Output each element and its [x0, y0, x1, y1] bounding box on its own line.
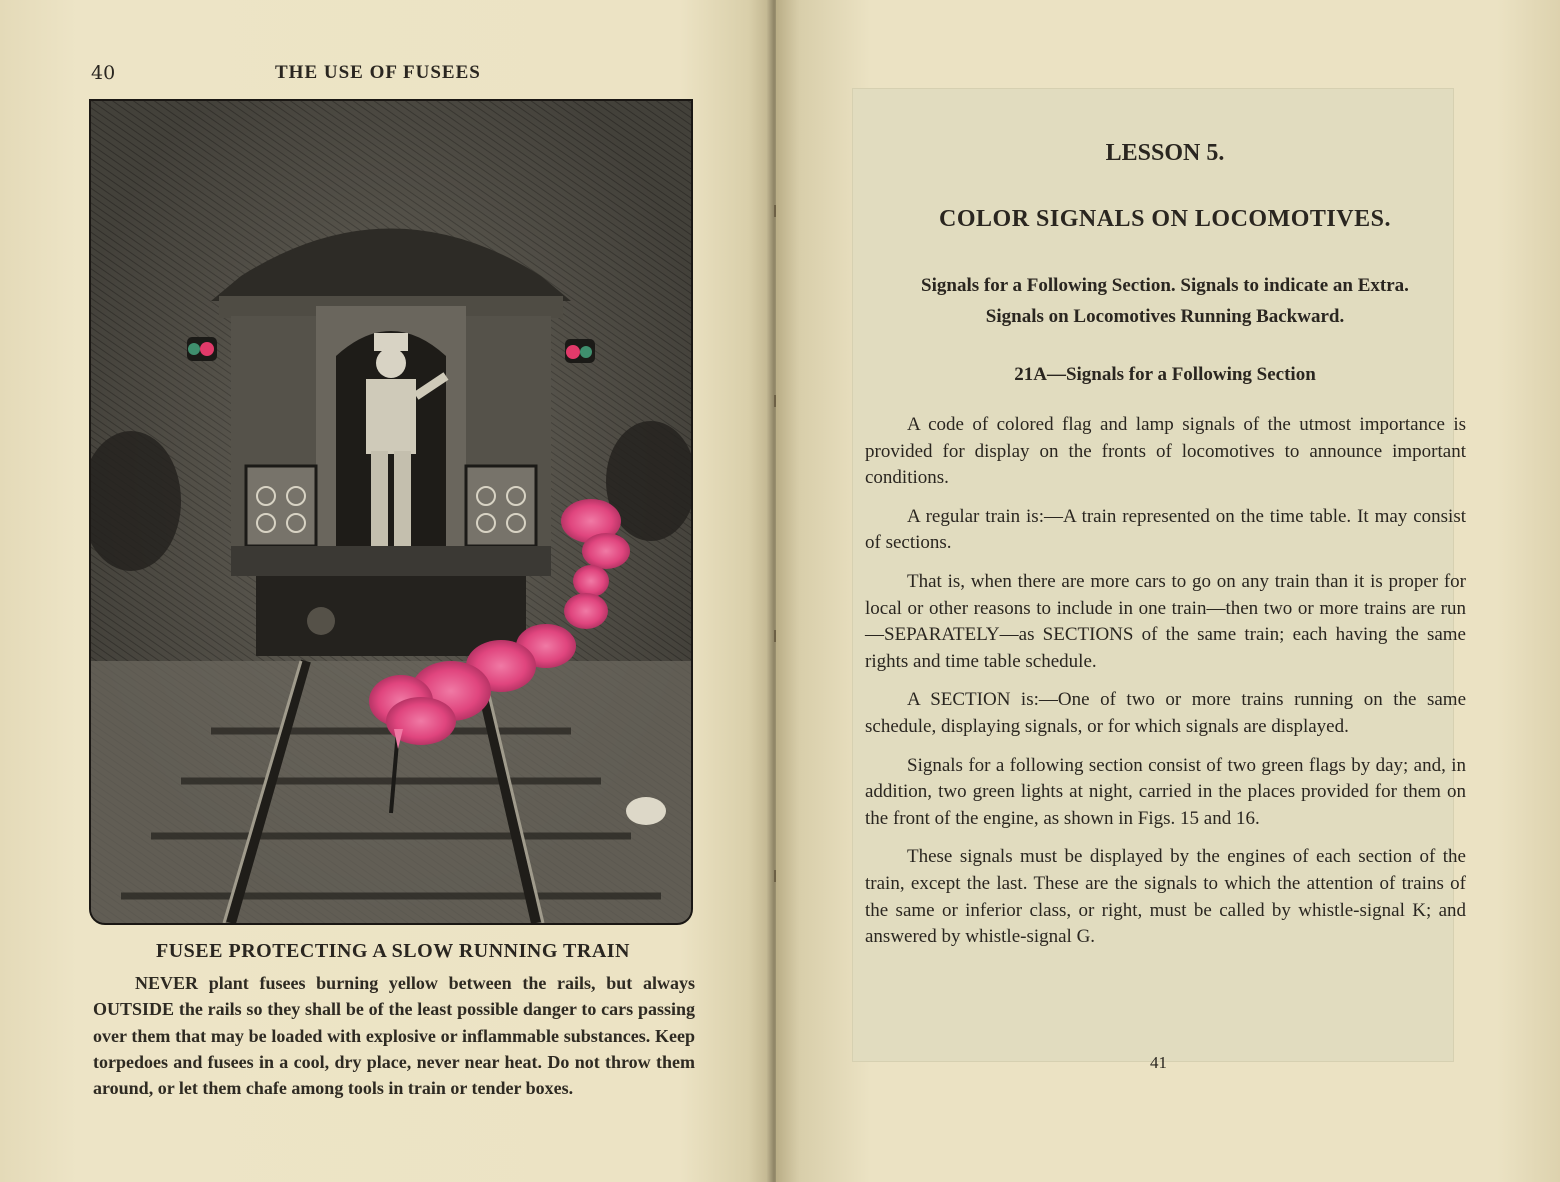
- rock: [626, 797, 666, 825]
- fusee-instructions: NEVER plant fusees burning yellow between the rails, but always OUTSIDE the rails so they shall be of the least possible danger to cars passing over them that may be loaded with explosive or inflammable substances. Keep torpedoes and fusees in a cool, dry place, never near heat. Do not throw them around, or let them chafe among tools in train or tender boxes.: [93, 973, 695, 1099]
- paragraph: These signals must be displayed by the engines of each section of the train, except the last. These are the signals to which the attention of trains of the same or inferior class, or right, must be called by whistle-signal K; and answered by whistle-signal G.: [865, 846, 1466, 948]
- train-illustration: [89, 99, 693, 925]
- coupler: [307, 607, 335, 635]
- lesson-body: [865, 412, 1466, 963]
- illustration-caption: FUSEE PROTECTING A SLOW RUNNING TRAIN: [156, 940, 630, 962]
- observation-car: [211, 229, 571, 657]
- summary-line: Signals for a Following Section. Signals to indicate an Extra.: [921, 275, 1409, 296]
- marker-lamp-right: [565, 339, 595, 363]
- train-illustration-svg: [91, 101, 691, 923]
- paragraph: That is, when there are more cars to go on any train than it is proper for local or other reasons to include in one train—then two or more trains are run—SEPARATELY—as SECTIONS of the same train; each having the same rights and time table schedule.: [865, 570, 1466, 672]
- left-page-number: 40: [91, 62, 116, 84]
- paragraph: A SECTION is:—One of two or more trains running on the same schedule, displaying signals, or for which signals are displayed.: [865, 689, 1466, 737]
- marker-lamp-left: [187, 337, 217, 361]
- paragraph: A code of colored flag and lamp signals of the utmost importance is provided for display on the fronts of locomotives to announce important conditions.: [865, 414, 1466, 489]
- running-title: THE USE OF FUSEES: [275, 62, 481, 83]
- paragraph: A regular train is:—A train represented on the time table. It may consist of sections.: [865, 505, 1466, 554]
- lesson-number: LESSON 5.: [1105, 140, 1225, 166]
- left-running-head: [60, 62, 750, 90]
- paragraph: Signals for a following section consist of two green flags by day; and, in addition, two green lights at night, carried in the places provided for them on the front of the engine, as shown in Figs. 15 and 16.: [865, 754, 1466, 829]
- platform: [231, 546, 551, 576]
- chapter-title: COLOR SIGNALS ON LOCOMOTIVES.: [939, 206, 1391, 232]
- lesson-summary: [860, 270, 1470, 332]
- section-subheading: 21A—Signals for a Following Section: [1014, 364, 1316, 385]
- summary-line: Signals on Locomotives Running Backward.: [985, 306, 1345, 327]
- right-page-number: 41: [1150, 1053, 1167, 1072]
